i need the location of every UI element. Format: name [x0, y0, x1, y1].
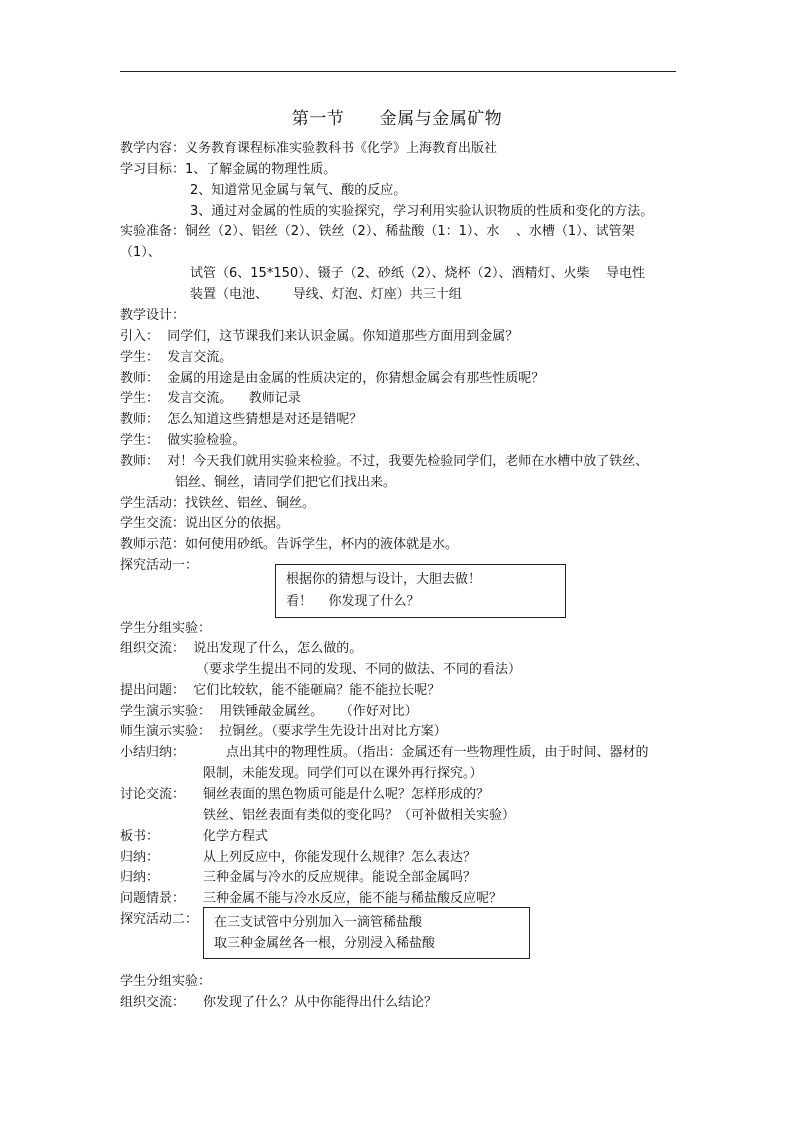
organize-exchange-note: （要求学生提出不同的发现、不同的做法、不同的看法） — [196, 662, 522, 677]
box-line: 取三种金属丝各一根，分别浸入稀盐酸 — [214, 936, 436, 951]
student-demo-line: 学生演示实验： 用铁锤敲金属丝。 （作好对比） — [120, 704, 418, 719]
dialogue-line: 引入： 同学们，这节课我们来认识金属。你知道那些方面用到金属？ — [120, 329, 519, 344]
experiment-prep-line-3: 试管（6、15*150）、镊子（2、砂纸（2）、烧杯（2）、酒精灯、火柴 导电性 — [190, 266, 645, 281]
group-experiment-heading: 学生分组实验： — [120, 974, 212, 989]
organize-exchange-label: 组织交流： — [120, 995, 186, 1010]
inquiry-activity-2-box — [203, 907, 530, 959]
experiment-prep-line-2: （1）、 — [120, 245, 161, 260]
discussion-text: 铜丝表面的黑色物质可能是什么呢？怎样形成的？ — [203, 787, 490, 802]
dialogue-line: 学生： 做实验检验。 — [120, 433, 246, 448]
dialogue-line: 教师： 金属的用途是由金属的性质决定的，你猜想金属会有那些性质呢？ — [120, 371, 545, 386]
dialogue-line: 教师： 对！今天我们就用实验来检验。不过，我要先检验同学们，老师在水槽中放了铁丝、 — [120, 454, 649, 469]
experiment-prep-line-1: 实验准备：铜丝（2）、铝丝（2）、铁丝（2）、稀盐酸（1：1）、水 、水槽（1）、试管架 — [120, 224, 635, 239]
inquiry-activity-2-label: 探究活动二： — [120, 912, 199, 927]
box-line: 看！ 你发现了什么？ — [286, 594, 420, 609]
learning-goal-3: 3、通过对金属的性质的实验探究，学习利用实验认识物质的性质和变化的方法。 — [190, 204, 654, 219]
box-line: 在三支试管中分别加入一滴管稀盐酸 — [214, 915, 423, 930]
problem-scenario-text: 三种金属不能与冷水反应，能不能与稀盐酸反应呢？ — [203, 891, 503, 906]
problem-scenario-label: 问题情景： — [120, 891, 186, 906]
induction-text: 三种金属与冷水的反应规律。能说全部金属吗？ — [203, 870, 477, 885]
organize-exchange-text: 你发现了什么？从中你能得出什么结论？ — [203, 995, 438, 1010]
induction-text: 从上列反应中，你能发现什么规律？怎么表达？ — [203, 850, 477, 865]
blackboard-label: 板书： — [120, 829, 160, 844]
teaching-design-heading: 教学设计： — [120, 308, 186, 323]
induction-label: 归纳： — [120, 850, 160, 865]
inquiry-activity-1-box — [275, 564, 566, 618]
learning-goal-1: 学习目标：1、了解金属的物理性质。 — [120, 162, 337, 177]
teaching-content-line: 教学内容：义务教育课程标准实验教科书《化学》上海教育出版社 — [120, 141, 498, 156]
organize-exchange-line: 组织交流： 说出发现了什么，怎么做的。 — [120, 641, 363, 656]
teacher-demo-line: 教师示范：如何使用砂纸。告诉学生，杯内的液体就是水。 — [120, 537, 459, 552]
page-title: 第一节 金属与金属矿物 — [291, 109, 503, 129]
summary-text-continued: 限制，未能发现。同学们可以在课外再行探究。） — [203, 766, 483, 781]
induction-label: 归纳： — [120, 870, 160, 885]
experiment-prep-line-4: 装置（电池、 导线、灯泡、灯座）共三十组 — [190, 287, 462, 302]
group-experiment-heading: 学生分组实验： — [120, 621, 212, 636]
raise-question-line: 提出问题： 它们比较软，能不能砸扁？能不能拉长呢？ — [120, 683, 441, 698]
dialogue-line: 教师： 怎么知道这些猜想是对还是错呢？ — [120, 412, 363, 427]
blackboard-text: 化学方程式 — [203, 829, 269, 844]
inquiry-activity-1-label: 探究活动一： — [120, 558, 199, 573]
header-rule — [120, 71, 676, 72]
dialogue-line: 学生： 发言交流。 — [120, 350, 233, 365]
dialogue-line-continued: 铝丝、铜丝，请同学们把它们找出来。 — [175, 475, 397, 490]
discussion-label: 讨论交流： — [120, 787, 186, 802]
student-exchange-line: 学生交流：说出区分的依据。 — [120, 516, 290, 531]
summary-text: 点出其中的物理性质。（指出：金属还有一些物理性质，由于时间、器材的 — [226, 745, 649, 760]
discussion-text-continued: 铁丝、铝丝表面有类似的变化吗？（可补做相关实验） — [203, 808, 516, 823]
summary-label: 小结归纳： — [120, 745, 186, 760]
box-line: 根据你的猜想与设计，大胆去做！ — [286, 572, 482, 587]
student-activity-line: 学生活动：找铁丝、铝丝、铜丝。 — [120, 496, 316, 511]
teacher-student-demo-line: 师生演示实验： 拉铜丝。（要求学生先设计出对比方案） — [120, 724, 447, 739]
dialogue-line: 学生： 发言交流。 教师记录 — [120, 391, 301, 406]
learning-goal-2: 2、知道常见金属与氧气、酸的反应。 — [190, 183, 407, 198]
